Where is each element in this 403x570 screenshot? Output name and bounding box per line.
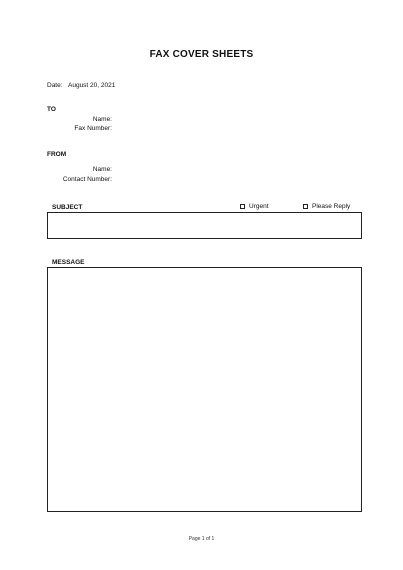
message-field[interactable] (47, 267, 362, 512)
please-reply-label: Please Reply (312, 203, 351, 210)
date-label: Date: (47, 82, 63, 89)
please-reply-checkbox[interactable] (303, 204, 308, 209)
page-title: FAX COVER SHEETS (149, 49, 254, 60)
urgent-checkbox[interactable] (240, 204, 245, 209)
urgent-label: Urgent (249, 203, 269, 210)
message-label: MESSAGE (52, 259, 85, 266)
from-heading: FROM (47, 151, 67, 158)
subject-label: SUBJECT (52, 204, 83, 211)
page-number: Page 1 of 1 (188, 536, 215, 542)
to-name-label: Name: (92, 116, 112, 123)
from-name-label: Name: (92, 166, 112, 173)
date-value: August 20, 2021 (68, 82, 116, 89)
to-heading: TO (47, 106, 56, 113)
please-reply-option[interactable] (303, 202, 350, 211)
date-row (47, 81, 115, 90)
urgent-option[interactable] (240, 202, 269, 211)
from-contact-label: Contact Number: (62, 176, 112, 183)
subject-field[interactable] (47, 212, 362, 239)
to-fax-label: Fax Number: (74, 125, 112, 132)
